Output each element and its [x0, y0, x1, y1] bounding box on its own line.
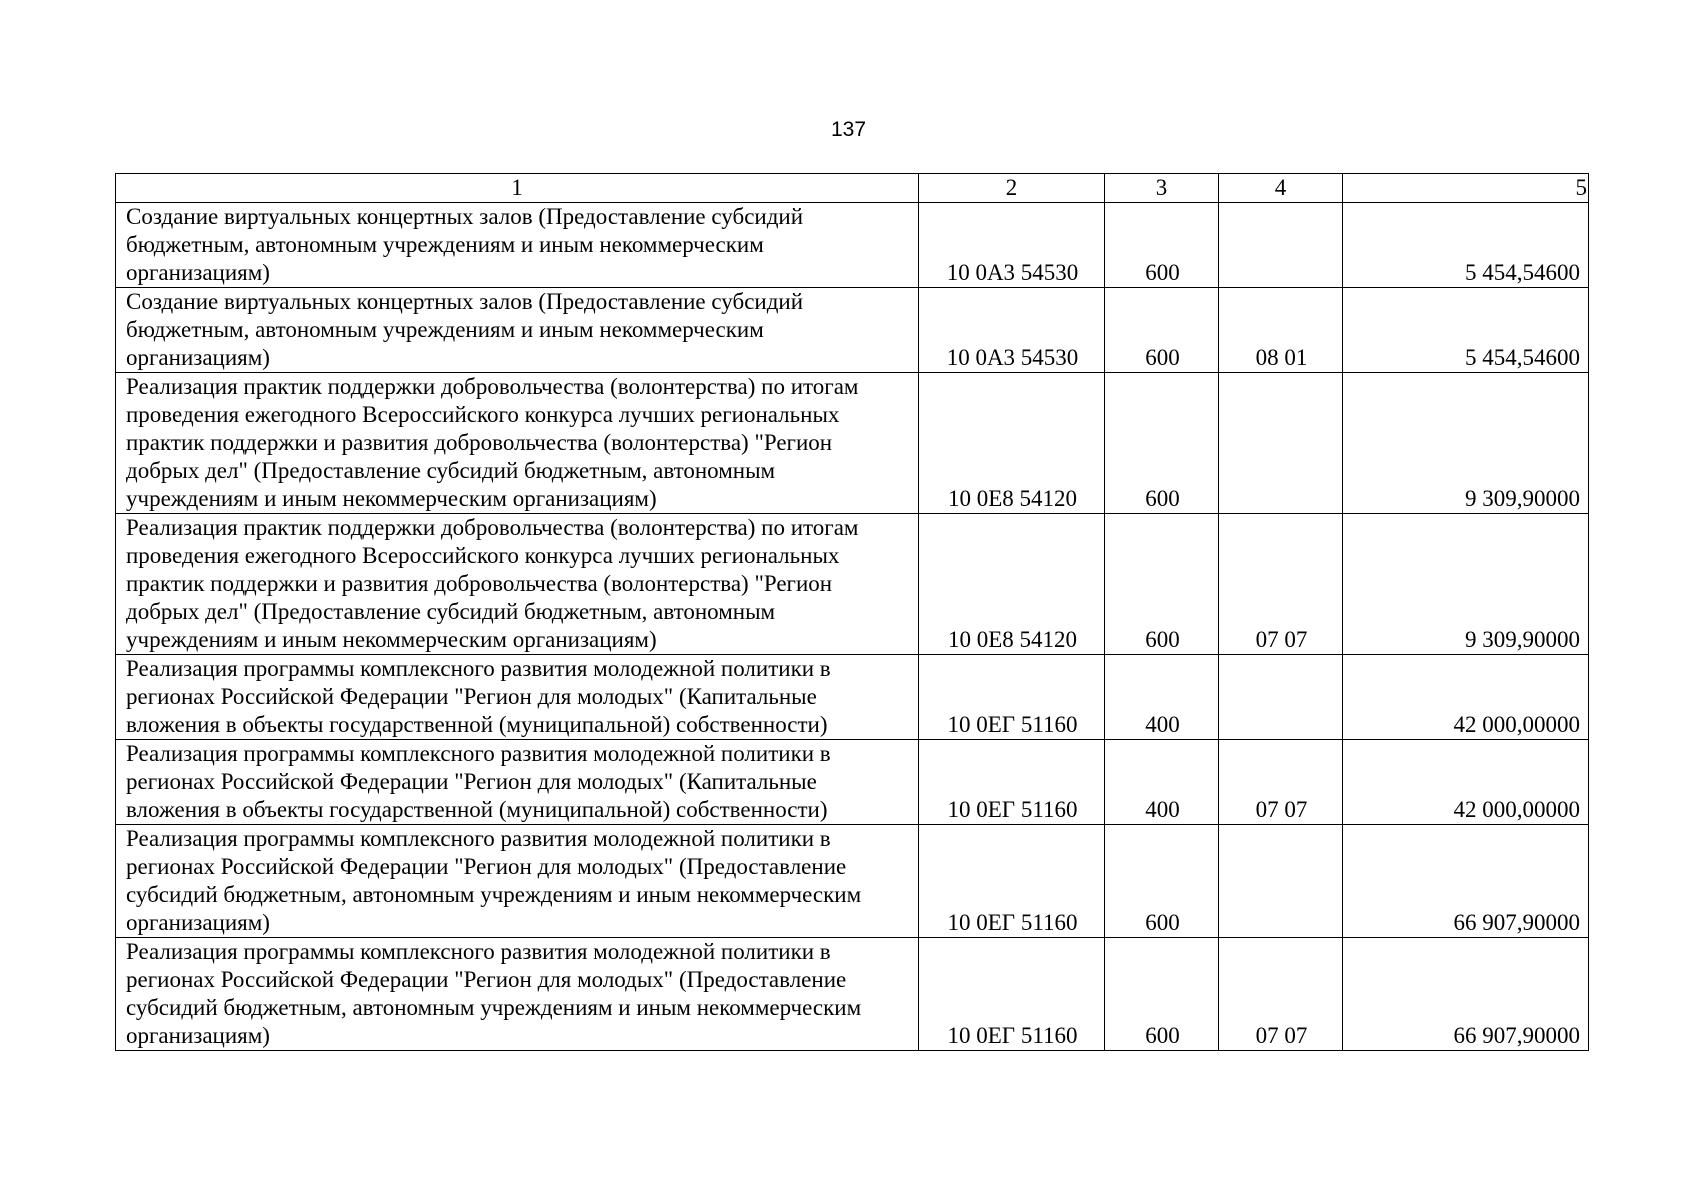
row-type: 600 [1105, 825, 1219, 938]
row-type: 400 [1105, 655, 1219, 740]
header-col-4: 4 [1219, 174, 1343, 203]
row-type: 600 [1105, 514, 1219, 655]
row-description: Реализация программы комплексного развития молодежной политики в регионах Российской Федерации "Регион для молодых" (Предоставление субсидий бюджетным, автономным учреждениям и иным некоммерческим организациям) [116, 938, 919, 1051]
row-code: 10 0А3 54530 [919, 203, 1105, 288]
header-col-2: 2 [919, 174, 1105, 203]
row-amount: 66 907,90000 [1343, 825, 1589, 938]
row-amount: 42 000,00000 [1343, 740, 1589, 825]
row-section [1219, 825, 1343, 938]
table-row [116, 655, 1589, 740]
row-code: 10 0Е8 54120 [919, 514, 1105, 655]
row-section: 07 07 [1219, 938, 1343, 1051]
row-section [1219, 655, 1343, 740]
row-code: 10 0ЕГ 51160 [919, 825, 1105, 938]
row-type: 600 [1105, 288, 1219, 373]
row-section: 07 07 [1219, 514, 1343, 655]
row-amount: 42 000,00000 [1343, 655, 1589, 740]
row-section [1219, 373, 1343, 514]
row-description: Создание виртуальных концертных залов (Предоставление субсидий бюджетным, автономным учреждениям и иным некоммерческим организациям) [116, 288, 919, 373]
budget-table [115, 173, 1589, 1051]
row-section: 08 01 [1219, 288, 1343, 373]
row-type: 600 [1105, 203, 1219, 288]
row-amount: 9 309,90000 [1343, 514, 1589, 655]
table-row [116, 514, 1589, 655]
table-row [116, 203, 1589, 288]
header-col-3: 3 [1105, 174, 1219, 203]
row-amount: 5 454,54600 [1343, 203, 1589, 288]
row-code: 10 0Е8 54120 [919, 373, 1105, 514]
row-type: 400 [1105, 740, 1219, 825]
table-row [116, 825, 1589, 938]
row-type: 600 [1105, 938, 1219, 1051]
row-section [1219, 203, 1343, 288]
row-description: Реализация практик поддержки добровольчества (волонтерства) по итогам проведения ежегодного Всероссийского конкурса лучших региональных практик поддержки и развития добровольчества (волонтерства) "Регион добрых дел" (Предоставление субсидий бюджетным, автономным учреждениям и иным некоммерческим организациям) [116, 514, 919, 655]
row-description: Реализация программы комплексного развития молодежной политики в регионах Российской Федерации "Регион для молодых" (Капитальные вложения в объекты государственной (муниципальной) собственности) [116, 655, 919, 740]
header-row [116, 174, 1589, 203]
page-number: 137 [830, 118, 867, 141]
row-description: Реализация программы комплексного развития молодежной политики в регионах Российской Федерации "Регион для молодых" (Капитальные вложения в объекты государственной (муниципальной) собственности) [116, 740, 919, 825]
table-row [116, 288, 1589, 373]
row-code: 10 0ЕГ 51160 [919, 740, 1105, 825]
table-row [116, 938, 1589, 1051]
table-row [116, 740, 1589, 825]
row-description: Реализация практик поддержки добровольчества (волонтерства) по итогам проведения ежегодного Всероссийского конкурса лучших региональных практик поддержки и развития добровольчества (волонтерства) "Регион добрых дел" (Предоставление субсидий бюджетным, автономным учреждениям и иным некоммерческим организациям) [116, 373, 919, 514]
table-row [116, 373, 1589, 514]
header-col-1: 1 [116, 174, 919, 203]
row-amount: 66 907,90000 [1343, 938, 1589, 1051]
row-code: 10 0ЕГ 51160 [919, 655, 1105, 740]
header-col-5: 5 [1343, 174, 1589, 203]
row-description: Создание виртуальных концертных залов (Предоставление субсидий бюджетным, автономным учреждениям и иным некоммерческим организациям) [116, 203, 919, 288]
row-code: 10 0А3 54530 [919, 288, 1105, 373]
row-amount: 9 309,90000 [1343, 373, 1589, 514]
row-type: 600 [1105, 373, 1219, 514]
row-section: 07 07 [1219, 740, 1343, 825]
row-code: 10 0ЕГ 51160 [919, 938, 1105, 1051]
row-amount: 5 454,54600 [1343, 288, 1589, 373]
row-description: Реализация программы комплексного развития молодежной политики в регионах Российской Федерации "Регион для молодых" (Предоставление субсидий бюджетным, автономным учреждениям и иным некоммерческим организациям) [116, 825, 919, 938]
